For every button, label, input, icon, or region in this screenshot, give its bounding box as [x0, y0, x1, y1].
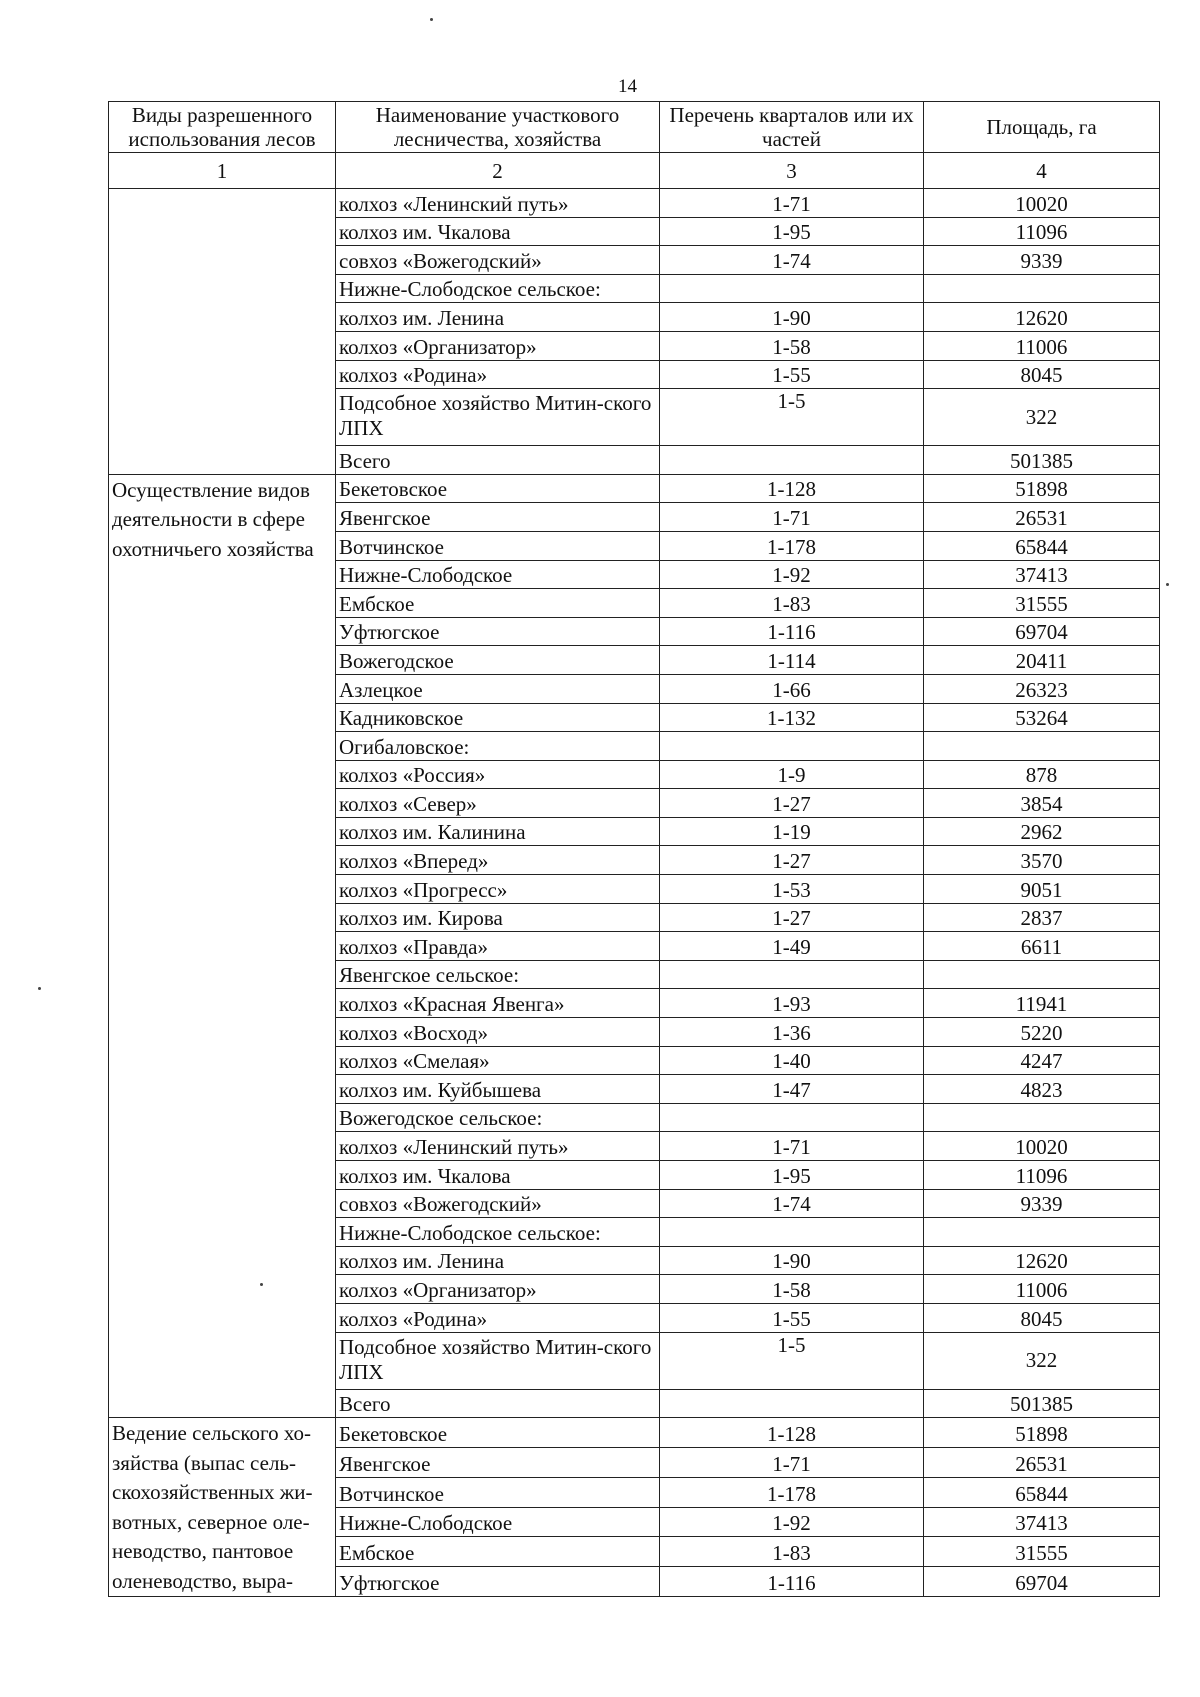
header-number: 1: [109, 153, 336, 189]
forestry-name-cell: колхоз «Родина»: [336, 1303, 660, 1332]
quarters-cell: 1-53: [660, 875, 924, 904]
forestry-name-cell: Явенгское: [336, 503, 660, 532]
area-cell: 53264: [924, 703, 1160, 732]
quarters-cell: 1-27: [660, 846, 924, 875]
area-cell: 69704: [924, 1567, 1160, 1597]
quarters-cell: 1-49: [660, 932, 924, 961]
quarters-cell: 1-71: [660, 189, 924, 218]
area-cell: 37413: [924, 560, 1160, 589]
area-cell: 65844: [924, 1477, 1160, 1507]
forestry-name-cell: Кадниковское: [336, 703, 660, 732]
quarters-cell: 1-40: [660, 1046, 924, 1075]
quarters-cell: 1-83: [660, 589, 924, 618]
forestry-name-cell: колхоз «Ленинский путь»: [336, 1132, 660, 1161]
quarters-cell: 1-71: [660, 503, 924, 532]
forestry-name-cell: колхоз им. Чкалова: [336, 217, 660, 246]
scan-speck: [38, 987, 41, 990]
area-cell: 322: [924, 389, 1160, 446]
quarters-cell: [660, 960, 924, 989]
forestry-name-cell: колхоз «Россия»: [336, 760, 660, 789]
area-cell: 4823: [924, 1075, 1160, 1104]
area-cell: 8045: [924, 1303, 1160, 1332]
header-number: 3: [660, 153, 924, 189]
area-cell: 501385: [924, 1389, 1160, 1418]
forestry-name-cell: колхоз «Родина»: [336, 360, 660, 389]
header-number: 4: [924, 153, 1160, 189]
quarters-cell: 1-92: [660, 1507, 924, 1537]
table-body: [109, 189, 1160, 1597]
quarters-cell: 1-74: [660, 1189, 924, 1218]
quarters-cell: 1-128: [660, 474, 924, 503]
use-type-cell: Осуществление видов деятельности в сфере охотничьего хозяйства: [109, 474, 336, 1417]
quarters-cell: 1-114: [660, 646, 924, 675]
quarters-cell: 1-55: [660, 360, 924, 389]
table-row: [109, 189, 1160, 218]
area-cell: 11941: [924, 989, 1160, 1018]
quarters-cell: 1-132: [660, 703, 924, 732]
quarters-cell: 1-27: [660, 903, 924, 932]
header-quarters: Перечень кварталов или их частей: [660, 102, 924, 153]
area-cell: 5220: [924, 1018, 1160, 1047]
forestry-name-cell: Вожегодское сельское:: [336, 1103, 660, 1132]
area-cell: [924, 732, 1160, 761]
area-cell: 11006: [924, 1275, 1160, 1304]
scan-speck: [430, 18, 433, 21]
area-cell: 9339: [924, 246, 1160, 275]
area-cell: 12620: [924, 1246, 1160, 1275]
area-cell: 69704: [924, 617, 1160, 646]
forestry-name-cell: Нижне-Слободское сельское:: [336, 274, 660, 303]
quarters-cell: 1-5: [660, 389, 924, 446]
area-cell: 12620: [924, 303, 1160, 332]
forestry-name-cell: Азлецкое: [336, 674, 660, 703]
page-number: 14: [618, 76, 637, 97]
forestry-name-cell: Бекетовское: [336, 474, 660, 503]
quarters-cell: [660, 732, 924, 761]
header-numbers-row: [109, 153, 1160, 189]
forestry-name-cell: колхоз «Ленинский путь»: [336, 189, 660, 218]
area-cell: 878: [924, 760, 1160, 789]
area-cell: 3570: [924, 846, 1160, 875]
header-area: Площадь, га: [924, 102, 1160, 153]
quarters-cell: [660, 1218, 924, 1247]
quarters-cell: [660, 274, 924, 303]
quarters-cell: 1-178: [660, 1477, 924, 1507]
forestry-name-cell: Уфтюгское: [336, 1567, 660, 1597]
quarters-cell: 1-47: [660, 1075, 924, 1104]
quarters-cell: 1-58: [660, 331, 924, 360]
forestry-name-cell: совхоз «Вожегодский»: [336, 1189, 660, 1218]
forestry-name-cell: Уфтюгское: [336, 617, 660, 646]
forestry-name-cell: колхоз «Вперед»: [336, 846, 660, 875]
header-row: [109, 102, 1160, 153]
quarters-cell: 1-95: [660, 1161, 924, 1190]
area-cell: 9051: [924, 875, 1160, 904]
forestry-name-cell: колхоз «Смелая»: [336, 1046, 660, 1075]
quarters-cell: 1-83: [660, 1537, 924, 1567]
forestry-name-cell: Огибаловское:: [336, 732, 660, 761]
quarters-cell: [660, 446, 924, 475]
area-cell: 6611: [924, 932, 1160, 961]
forestry-name-cell: Подсобное хозяйство Митин-ского ЛПХ: [336, 389, 660, 446]
forestry-name-cell: Явенгское сельское:: [336, 960, 660, 989]
forestry-name-cell: колхоз им. Кирова: [336, 903, 660, 932]
area-cell: 501385: [924, 446, 1160, 475]
forestry-name-cell: Ембское: [336, 589, 660, 618]
quarters-cell: 1-90: [660, 303, 924, 332]
area-cell: 31555: [924, 589, 1160, 618]
quarters-cell: 1-55: [660, 1303, 924, 1332]
scan-speck: [1166, 583, 1169, 586]
forestry-name-cell: Вотчинское: [336, 531, 660, 560]
use-type-cell: [109, 189, 336, 475]
area-cell: [924, 1103, 1160, 1132]
quarters-cell: 1-116: [660, 1567, 924, 1597]
area-cell: 10020: [924, 189, 1160, 218]
forestry-name-cell: колхоз «Правда»: [336, 932, 660, 961]
header-number: 2: [336, 153, 660, 189]
area-cell: 11006: [924, 331, 1160, 360]
quarters-cell: 1-116: [660, 617, 924, 646]
forestry-name-cell: колхоз им. Ленина: [336, 303, 660, 332]
forestry-name-cell: Вотчинское: [336, 1477, 660, 1507]
area-cell: 4247: [924, 1046, 1160, 1075]
quarters-cell: 1-36: [660, 1018, 924, 1047]
area-cell: 20411: [924, 646, 1160, 675]
forestry-name-cell: колхоз «Прогресс»: [336, 875, 660, 904]
quarters-cell: 1-90: [660, 1246, 924, 1275]
area-cell: [924, 1218, 1160, 1247]
area-cell: 37413: [924, 1507, 1160, 1537]
quarters-cell: 1-95: [660, 217, 924, 246]
area-cell: 31555: [924, 1537, 1160, 1567]
area-cell: 26531: [924, 503, 1160, 532]
table-row: [109, 474, 1160, 503]
forestry-name-cell: Нижне-Слободское: [336, 1507, 660, 1537]
area-cell: 11096: [924, 1161, 1160, 1190]
forestry-name-cell: Нижне-Слободское сельское:: [336, 1218, 660, 1247]
forestry-name-cell: Подсобное хозяйство Митин-ского ЛПХ: [336, 1332, 660, 1389]
area-cell: 51898: [924, 474, 1160, 503]
area-cell: 9339: [924, 1189, 1160, 1218]
forestry-name-cell: совхоз «Вожегодский»: [336, 246, 660, 275]
forestry-name-cell: колхоз «Север»: [336, 789, 660, 818]
area-cell: [924, 274, 1160, 303]
use-type-cell: Ведение сельского хо-зяйства (выпас сель-скохозяйственных жи-вотных, северное оле-неводство, пантовое оленеводство, выра-: [109, 1418, 336, 1597]
area-cell: 26531: [924, 1447, 1160, 1477]
forest-use-table: [108, 101, 1160, 1597]
area-cell: 51898: [924, 1418, 1160, 1448]
area-cell: 8045: [924, 360, 1160, 389]
quarters-cell: 1-9: [660, 760, 924, 789]
quarters-cell: 1-74: [660, 246, 924, 275]
forestry-name-cell: колхоз им. Куйбышева: [336, 1075, 660, 1104]
forestry-name-cell: Ембское: [336, 1537, 660, 1567]
quarters-cell: 1-178: [660, 531, 924, 560]
quarters-cell: 1-19: [660, 817, 924, 846]
forestry-name-cell: колхоз «Красная Явенга»: [336, 989, 660, 1018]
header-use-type: Виды разрешенного использования лесов: [109, 102, 336, 153]
forestry-name-cell: Явенгское: [336, 1447, 660, 1477]
forestry-name-cell: колхоз «Восход»: [336, 1018, 660, 1047]
quarters-cell: 1-71: [660, 1447, 924, 1477]
area-cell: 322: [924, 1332, 1160, 1389]
quarters-cell: 1-27: [660, 789, 924, 818]
area-cell: 11096: [924, 217, 1160, 246]
area-cell: 2962: [924, 817, 1160, 846]
quarters-cell: 1-92: [660, 560, 924, 589]
forestry-name-cell: колхоз им. Чкалова: [336, 1161, 660, 1190]
area-cell: 26323: [924, 674, 1160, 703]
forestry-name-cell: колхоз им. Калинина: [336, 817, 660, 846]
forestry-name-cell: Вожегодское: [336, 646, 660, 675]
quarters-cell: 1-93: [660, 989, 924, 1018]
header-forestry-name: Наименование участкового лесничества, хозяйства: [336, 102, 660, 153]
forestry-name-cell: колхоз «Организатор»: [336, 1275, 660, 1304]
table-row: [109, 1418, 1160, 1448]
quarters-cell: [660, 1389, 924, 1418]
forestry-name-cell: Нижне-Слободское: [336, 560, 660, 589]
area-cell: 3854: [924, 789, 1160, 818]
forestry-name-cell: Всего: [336, 446, 660, 475]
forestry-name-cell: Всего: [336, 1389, 660, 1418]
quarters-cell: 1-128: [660, 1418, 924, 1448]
area-cell: 65844: [924, 531, 1160, 560]
area-cell: 2837: [924, 903, 1160, 932]
area-cell: [924, 960, 1160, 989]
quarters-cell: 1-5: [660, 1332, 924, 1389]
forestry-name-cell: колхоз «Организатор»: [336, 331, 660, 360]
area-cell: 10020: [924, 1132, 1160, 1161]
forestry-name-cell: колхоз им. Ленина: [336, 1246, 660, 1275]
quarters-cell: 1-71: [660, 1132, 924, 1161]
quarters-cell: 1-58: [660, 1275, 924, 1304]
forestry-name-cell: Бекетовское: [336, 1418, 660, 1448]
quarters-cell: 1-66: [660, 674, 924, 703]
quarters-cell: [660, 1103, 924, 1132]
